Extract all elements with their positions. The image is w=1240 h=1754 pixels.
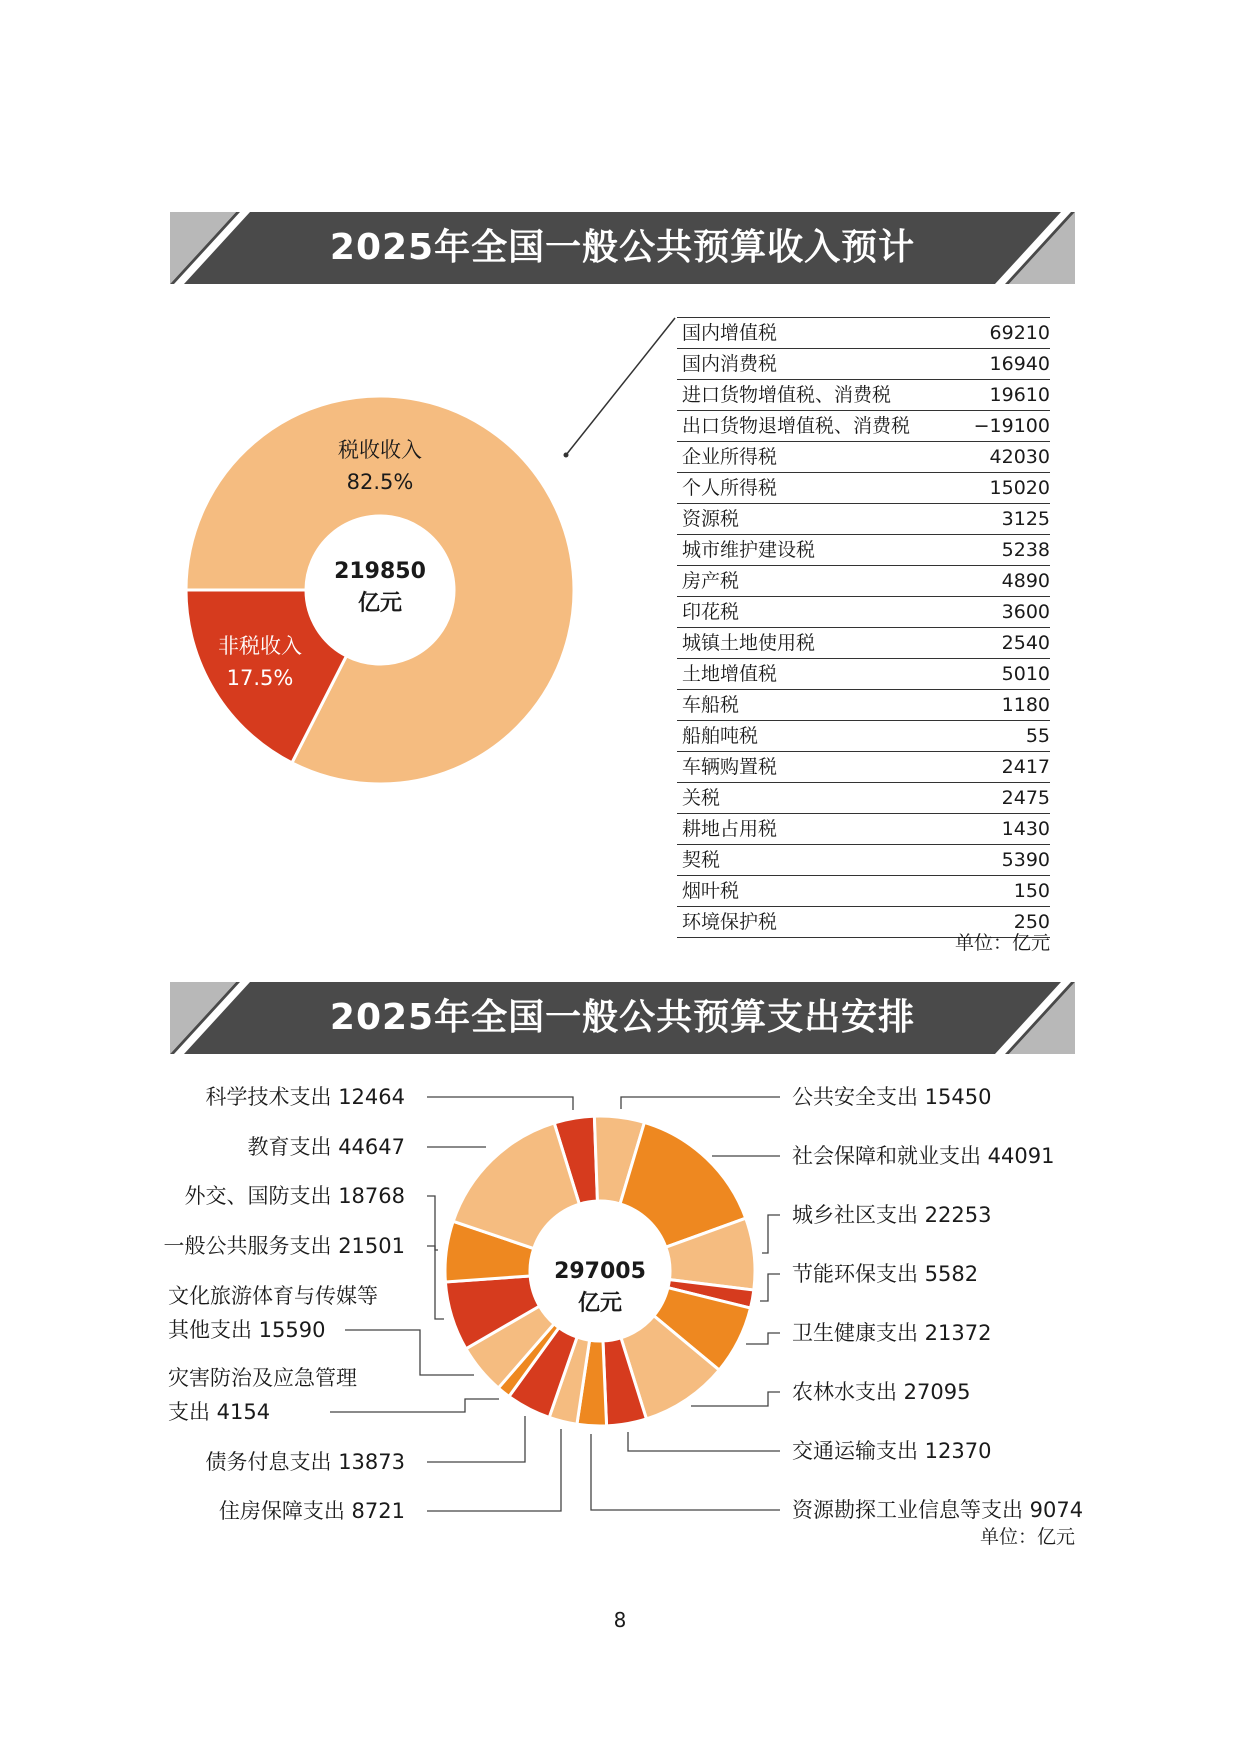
leader-line	[427, 1196, 438, 1250]
income-unit-note: 单位：亿元	[954, 932, 1050, 954]
tax-item-value: 69210	[989, 322, 1050, 344]
leader-line	[591, 1434, 780, 1510]
tax-item-value: 1430	[1001, 818, 1050, 840]
expense-unit-note: 单位：亿元	[979, 1526, 1075, 1548]
expense-label: 公共安全支出 15450	[792, 1085, 992, 1109]
expense-label: 交通运输支出 12370	[792, 1439, 992, 1463]
tax-income-percent: 82.5%	[346, 470, 414, 494]
leader-line	[628, 1432, 780, 1451]
leader-line	[746, 1333, 780, 1344]
leader-line	[691, 1392, 780, 1406]
tax-item-name: 资源税	[682, 508, 740, 530]
leader-line	[427, 1097, 573, 1110]
tax-item-name: 车船税	[682, 694, 740, 716]
tax-item-name: 印花税	[682, 601, 740, 623]
tax-item-value: 3125	[1001, 508, 1050, 530]
expense-label	[168, 1361, 357, 1429]
expense-title: 2025年全国一般公共预算支出安排	[329, 997, 916, 1038]
leader-line	[427, 1429, 561, 1511]
expense-label: 卫生健康支出 21372	[792, 1321, 992, 1345]
leader-line	[621, 1097, 780, 1109]
tax-item-value: 5390	[1001, 849, 1050, 871]
income-center-unit: 亿元	[357, 591, 402, 616]
tax-item-name: 房产税	[682, 570, 740, 592]
expense-label: 债务付息支出 13873	[205, 1450, 405, 1474]
tax-item-name: 出口货物退增值税、消费税	[682, 415, 911, 437]
tax-item-value: 42030	[989, 446, 1050, 468]
expense-center-value: 297005	[554, 1259, 646, 1284]
tax-item-name: 土地增值税	[682, 663, 778, 685]
tax-item-name: 企业所得税	[682, 446, 778, 468]
expense-label: 教育支出 44647	[247, 1135, 405, 1159]
tax-item-value: 1180	[1001, 694, 1050, 716]
tax-item-value: 55	[1025, 725, 1050, 747]
expense-label: 资源勘探工业信息等支出 9074	[792, 1498, 1084, 1522]
tax-item-value: 2540	[1001, 632, 1050, 654]
leader-line	[427, 1246, 444, 1319]
tax-item-value: −19100	[973, 415, 1050, 437]
leader-line	[760, 1274, 780, 1301]
tax-item-name: 城镇土地使用税	[682, 632, 816, 654]
expense-label: 节能环保支出 5582	[792, 1262, 979, 1286]
tax-item-value: 15020	[989, 477, 1050, 499]
tax-item-value: 19610	[989, 384, 1050, 406]
tax-item-name: 国内消费税	[682, 353, 778, 375]
expense-label: 一般公共服务支出 21501	[163, 1234, 405, 1258]
tax-item-value: 250	[1013, 911, 1050, 933]
page-number: 8	[613, 1608, 627, 1632]
expense-label-line: 灾害防治及应急管理	[168, 1366, 357, 1390]
leader-line	[427, 1416, 525, 1462]
tax-item-name: 环境保护税	[682, 911, 778, 933]
expense-label-line: 其他支出 15590	[168, 1318, 326, 1342]
tax-item-value: 2417	[1001, 756, 1050, 778]
income-title: 2025年全国一般公共预算收入预计	[329, 227, 916, 268]
tax-item-name: 船舶吨税	[682, 725, 759, 747]
expense-label-line: 支出 4154	[168, 1400, 271, 1424]
income-center-value: 219850	[334, 559, 426, 584]
expense-label: 社会保障和就业支出 44091	[792, 1144, 1055, 1168]
tax-item-value: 3600	[1001, 601, 1050, 623]
tax-item-name: 关税	[682, 787, 721, 809]
expense-center	[540, 1256, 660, 1320]
expense-label: 住房保障支出 8721	[218, 1499, 405, 1523]
tax-item-name: 进口货物增值税、消费税	[682, 384, 892, 406]
expense-label: 外交、国防支出 18768	[184, 1184, 405, 1208]
tax-income-name: 税收收入	[338, 438, 422, 462]
nontax-income-name: 非税收入	[218, 634, 302, 658]
tax-item-value: 150	[1013, 880, 1050, 902]
leader-line	[762, 1215, 780, 1253]
expense-label: 农林水支出 27095	[792, 1380, 971, 1404]
tax-item-value: 2475	[1001, 787, 1050, 809]
tax-item-value: 4890	[1001, 570, 1050, 592]
expense-label	[168, 1279, 378, 1347]
tax-item-name: 契税	[682, 849, 721, 871]
tax-item-name: 国内增值税	[682, 322, 778, 344]
tax-item-name: 个人所得税	[682, 477, 778, 499]
tax-item-name: 烟叶税	[682, 880, 740, 902]
tax-item-name: 耕地占用税	[682, 818, 778, 840]
tax-item-value: 16940	[989, 353, 1050, 375]
expense-center-unit: 亿元	[577, 1291, 622, 1316]
tax-item-value: 5010	[1001, 663, 1050, 685]
expense-label: 科学技术支出 12464	[205, 1085, 405, 1109]
tax-item-name: 城市维护建设税	[682, 539, 816, 561]
expense-label: 城乡社区支出 22253	[792, 1203, 992, 1227]
tax-item-value: 5238	[1001, 539, 1050, 561]
nontax-income-percent: 17.5%	[226, 666, 294, 690]
tax-item-name: 车辆购置税	[682, 756, 778, 778]
expense-label-line: 文化旅游体育与传媒等	[168, 1284, 378, 1308]
